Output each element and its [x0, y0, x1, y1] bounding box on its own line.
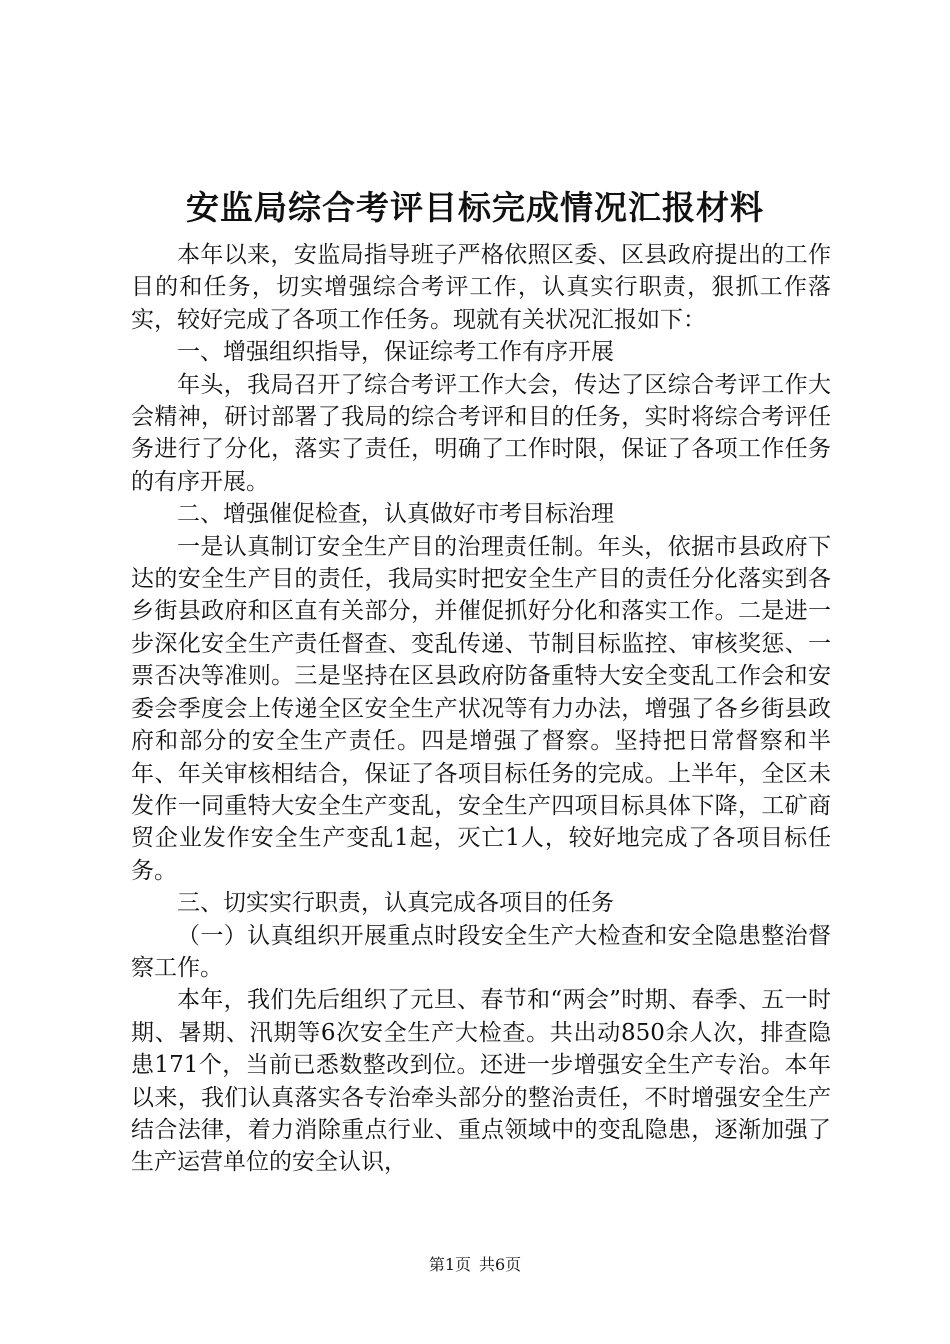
page-total: 共6页: [479, 1255, 522, 1274]
page-number: 第1页: [428, 1255, 471, 1274]
paragraph-section-1: 年头，我局召开了综合考评工作大会，传达了区综合考评工作大会精神，研讨部署了我局的综合考评和目的任务，实时将综合考评任务进行了分化，落实了责任，明确了工作时限，保证了各项工作任务的有序开展。: [131, 371, 831, 495]
section-heading-2: 二、增强催促检查，认真做好市考目标治理: [177, 501, 614, 528]
page-footer: [0, 1255, 950, 1275]
document-body: [131, 239, 831, 1179]
paragraph-intro: 本年以来，安监局指导班子严格依照区委、区县政府提出的工作目的和任务，切实增强综合考评工作，认真实行职责，狠抓工作落实，较好完成了各项工作任务。现就有关状况汇报如下：: [131, 242, 831, 333]
document-title: 安监局综合考评目标完成情况汇报材料: [186, 188, 764, 227]
subsection-heading-3-1: （一）认真组织开展重点时段安全生产大检查和安全隐患整治督察工作。: [131, 922, 831, 981]
paragraph-section-3: 本年，我们先后组织了元旦、春节和“两会”时期、春季、五一时期、暑期、汛期等6次安全生产大检查。共出动850余人次，排查隐患171个，当前已悉数整改到位。还进一步增强安全生产专治。本年以来，我们认真落实各专治牵头部分的整治责任，不时增强安全生产结合法律，着力消除重点行业、重点领域中的变乱隐患，逐渐加强了生产运营单位的安全认识，: [131, 987, 831, 1176]
section-heading-3: 三、切实实行职责，认真完成各项目的任务: [177, 890, 614, 917]
paragraph-section-2: 一是认真制订安全生产目的治理责任制。年头，依据市县政府下达的安全生产目的责任，我局实时把安全生产目的责任分化落实到各乡街县政府和区直有关部分，并催促抓好分化和落实工作。二是进一步深化安全生产责任督查、变乱传递、节制目标监控、审核奖惩、一票否决等准则。三是坚持在区县政府防备重特大安全变乱工作会和安委会季度会上传递全区安全生产状况等有力办法，增强了各乡街县政府和部分的安全生产责任。四是增强了督察。坚持把日常督察和半年、年关审核相结合，保证了各项目标任务的完成。上半年，全区未发作一同重特大安全生产变乱，安全生产四项目标具体下降，工矿商贸企业发作安全生产变乱1起，灭亡1人，较好地完成了各项目标任务。: [131, 533, 831, 884]
section-heading-1: 一、增强组织指导，保证综考工作有序开展: [177, 339, 614, 366]
